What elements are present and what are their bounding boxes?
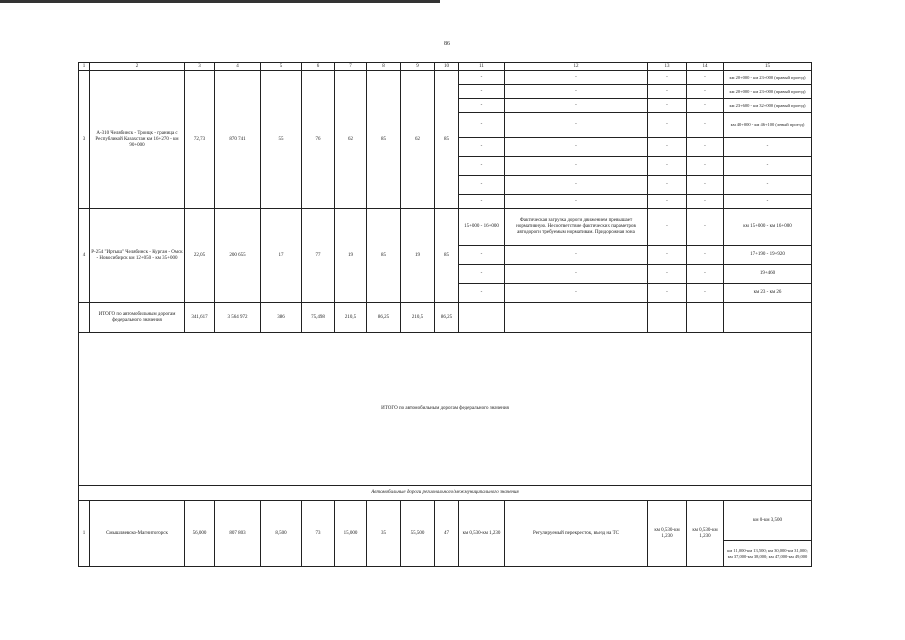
cell: 870 741 [215, 71, 261, 209]
cell: 19+460 [724, 265, 812, 284]
cell: - [648, 113, 687, 138]
cell: 22,05 [185, 209, 215, 303]
header-cell: 12 [505, 63, 648, 71]
header-cell: 13 [648, 63, 687, 71]
cell: - [505, 99, 648, 113]
cell: - [687, 195, 724, 209]
row-number: 1 [79, 501, 90, 567]
cell [79, 303, 90, 333]
cell: - [459, 176, 505, 195]
merged-total-row [79, 333, 812, 486]
cell: км 20+000 - км 23+000 (правый проезд) [724, 71, 812, 85]
cell: - [505, 265, 648, 284]
cell: - [505, 284, 648, 303]
header-row [79, 63, 812, 71]
cell: 200 655 [215, 209, 261, 303]
row-number: 4 [79, 209, 90, 303]
header-cell: 11 [459, 63, 505, 71]
cell [505, 303, 648, 333]
cell: - [648, 138, 687, 157]
cell: - [687, 265, 724, 284]
cell: - [459, 138, 505, 157]
cell: км 40+000 - км 46+100 (левый проезд) [724, 113, 812, 138]
header-cell: 15 [724, 63, 812, 71]
cell: 15+000 - 16+000 [459, 209, 505, 246]
cell: - [459, 195, 505, 209]
cell: 77 [302, 209, 335, 303]
cell: 62 [335, 71, 367, 209]
cell: - [505, 71, 648, 85]
cell: - [648, 195, 687, 209]
cell: 86,25 [435, 303, 459, 333]
cell: - [505, 157, 648, 176]
cell: - [505, 113, 648, 138]
table-row [79, 501, 812, 541]
cell: - [459, 71, 505, 85]
header-cell: 3 [185, 63, 215, 71]
road-name: Р-254 "Иртыш" Челябинск - Курган - Омск - Новосибирск км 12+050 - км 35+000 [90, 209, 185, 303]
total-label: ИТОГО по автомобильным дорогам федерального значения [90, 303, 185, 333]
header-cell: 8 [367, 63, 401, 71]
cell: 85 [435, 71, 459, 209]
header-cell: 6 [302, 63, 335, 71]
merged-total-label: ИТОГО по автомобильным дорогам федерального значения [79, 333, 812, 486]
table-row [79, 71, 812, 85]
cell: - [687, 176, 724, 195]
cell: 85 [367, 71, 401, 209]
cell: - [648, 157, 687, 176]
header-cell: 7 [335, 63, 367, 71]
cell: 807 803 [215, 501, 261, 567]
header-cell: 4 [215, 63, 261, 71]
cell: км 0-км 3,500 [724, 501, 812, 541]
cell: 210,5 [401, 303, 435, 333]
cell: 55 [261, 71, 302, 209]
cell: - [687, 284, 724, 303]
cell: 72,73 [185, 71, 215, 209]
cell: - [724, 176, 812, 195]
cell: км 11,000-км 13,500; км 30,000-км 31,000; км 37,000-км 38,000; км 47,000-км 49,000 [724, 541, 812, 567]
cell: 73 [302, 501, 335, 567]
cell: - [505, 138, 648, 157]
cell: 19 [335, 209, 367, 303]
cell: - [687, 138, 724, 157]
cell: - [648, 265, 687, 284]
cell: Фактическая загрузка дороги движением превышает нормативную. Несоответствие фактических параметров автодороги требуемым нормативам. Придорожная зона [505, 209, 648, 246]
cell: - [459, 246, 505, 265]
cell: км 23 - км 26 [724, 284, 812, 303]
cell: км 0,530-км 1,230 [459, 501, 505, 567]
cell: - [505, 176, 648, 195]
cell: - [459, 265, 505, 284]
cell [687, 303, 724, 333]
cell: - [687, 71, 724, 85]
table-row [79, 209, 812, 246]
cell: - [687, 246, 724, 265]
top-rule [0, 0, 440, 3]
cell: - [459, 113, 505, 138]
cell: - [724, 157, 812, 176]
cell: - [648, 246, 687, 265]
cell: 341,617 [185, 303, 215, 333]
cell: 85 [367, 209, 401, 303]
cell [459, 303, 505, 333]
cell: - [648, 284, 687, 303]
cell: 17+190 - 19+920 [724, 246, 812, 265]
cell: - [687, 85, 724, 99]
cell: 56,000 [185, 501, 215, 567]
header-cell: 10 [435, 63, 459, 71]
header-cell: 14 [687, 63, 724, 71]
cell: - [505, 195, 648, 209]
cell: - [724, 195, 812, 209]
cell: 55,500 [401, 501, 435, 567]
cell: 86,25 [367, 303, 401, 333]
cell [724, 303, 812, 333]
cell: 85 [435, 209, 459, 303]
cell: - [687, 157, 724, 176]
cell: - [724, 138, 812, 157]
cell: км 0,530-км 1,230 [648, 501, 687, 567]
cell: 210,5 [335, 303, 367, 333]
header-cell: 2 [90, 63, 185, 71]
cell: - [648, 176, 687, 195]
cell: - [459, 284, 505, 303]
cell: км 20+000 - км 23+000 (правый проезд) [724, 85, 812, 99]
cell: - [459, 85, 505, 99]
cell: - [687, 99, 724, 113]
row-number: 3 [79, 71, 90, 209]
cell: 35 [367, 501, 401, 567]
cell: 75,498 [302, 303, 335, 333]
cell: км 0,530-км 1,230 [687, 501, 724, 567]
header-cell: 9 [401, 63, 435, 71]
data-table [78, 62, 812, 567]
cell: 15,000 [335, 501, 367, 567]
cell: - [459, 157, 505, 176]
cell: - [505, 246, 648, 265]
cell: - [648, 85, 687, 99]
cell: - [687, 113, 724, 138]
total-row [79, 303, 812, 333]
cell: км 23+600 - км 32+000 (правый проезд) [724, 99, 812, 113]
cell: - [505, 85, 648, 99]
cell: 19 [401, 209, 435, 303]
cell: км 15+000 - км 16+000 [724, 209, 812, 246]
road-name: А-310 Челябинск - Троицк - граница с Республикой Казахстан км 16+270 - км 90+000 [90, 71, 185, 209]
cell: - [648, 71, 687, 85]
cell: 3 564 972 [215, 303, 261, 333]
cell: 17 [261, 209, 302, 303]
cell: 47 [435, 501, 459, 567]
section-row [79, 486, 812, 501]
road-name: Смышляевско-Магнитогорск [90, 501, 185, 567]
cell: - [648, 99, 687, 113]
page-number: 86 [444, 41, 450, 47]
section-title: Автомобильные дороги регионального/межмуниципального значения [79, 486, 812, 501]
cell: - [687, 209, 724, 246]
cell: - [459, 99, 505, 113]
cell: 8,500 [261, 501, 302, 567]
header-cell: 5 [261, 63, 302, 71]
cell: 386 [261, 303, 302, 333]
header-cell: 1 [79, 63, 90, 71]
cell: 62 [401, 71, 435, 209]
cell: Регулируемый перекресток, въезд на ТС [505, 501, 648, 567]
cell: - [648, 209, 687, 246]
cell: 76 [302, 71, 335, 209]
cell [648, 303, 687, 333]
